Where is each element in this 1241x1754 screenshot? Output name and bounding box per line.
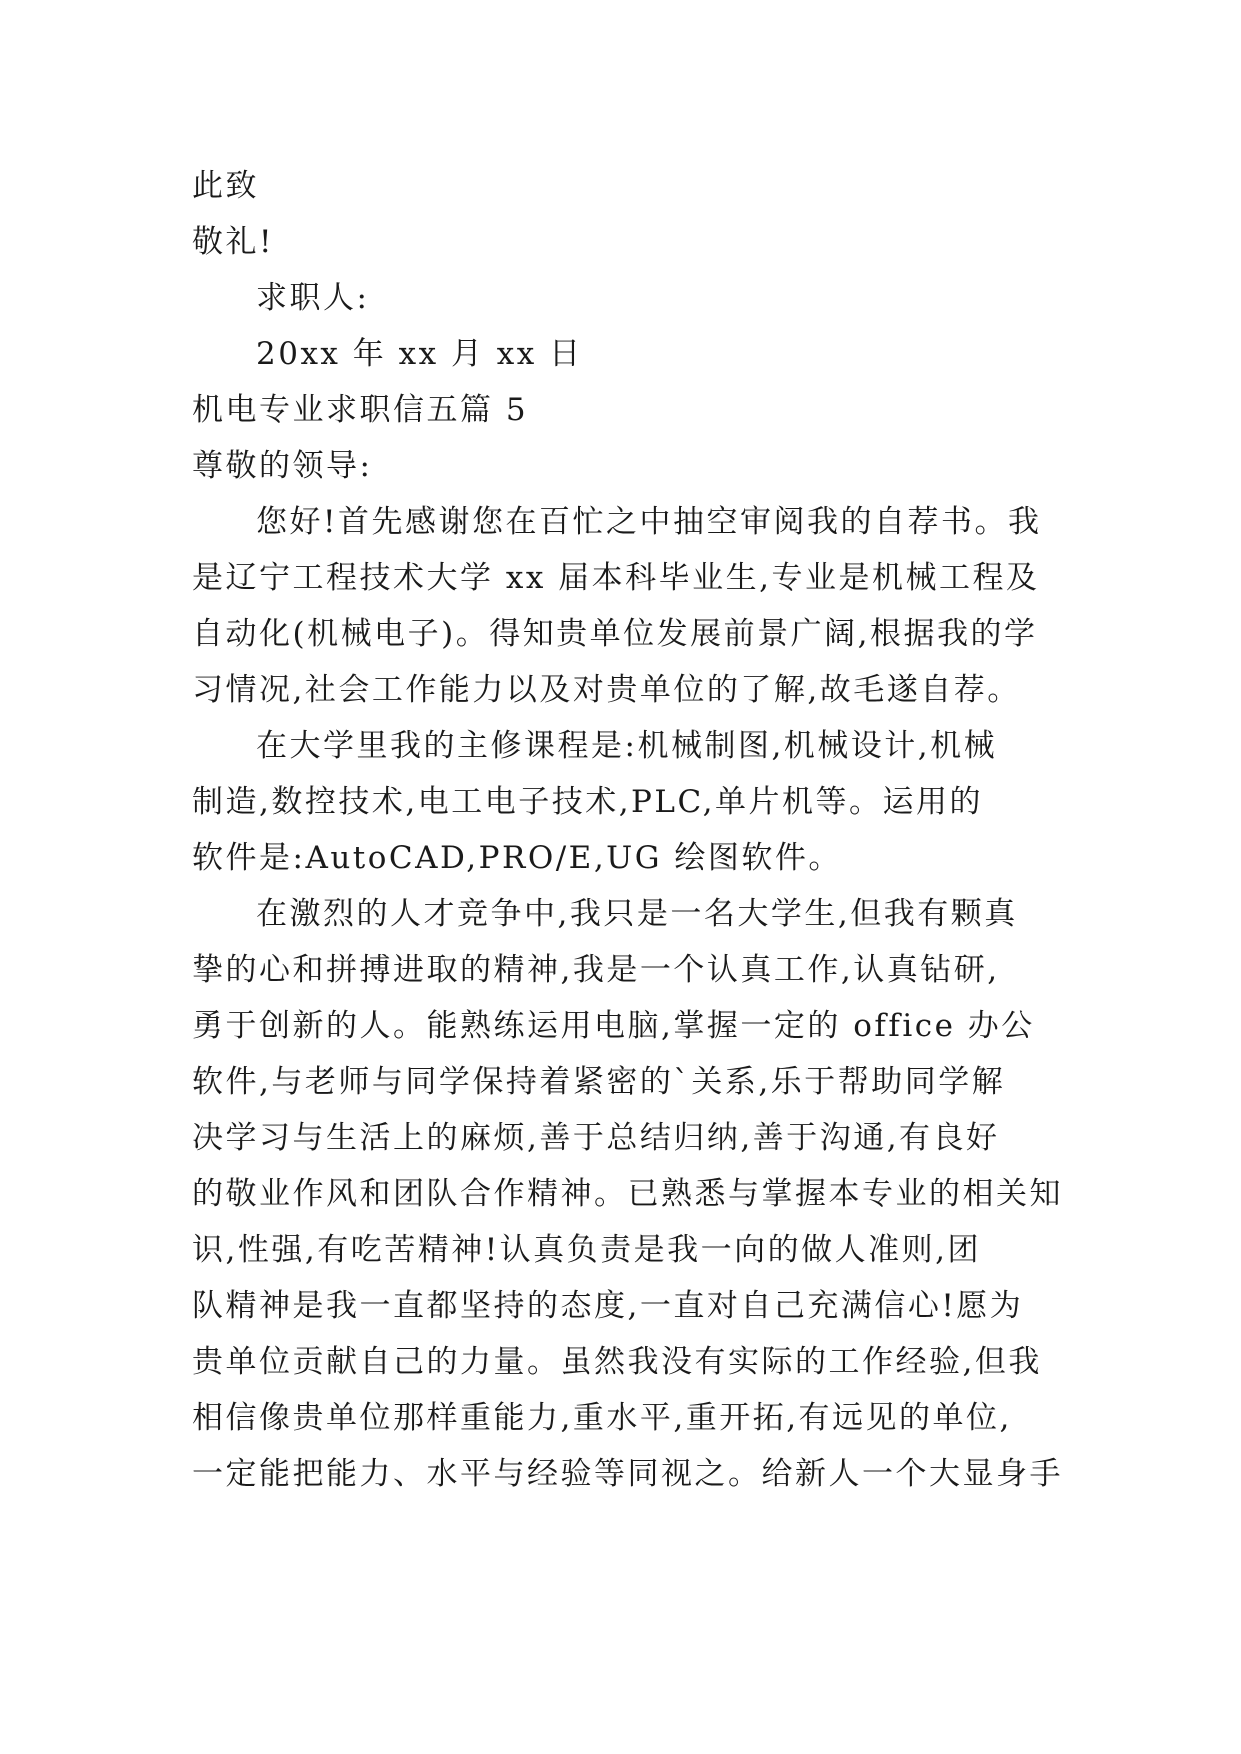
body-line: 在激烈的人才竞争中,我只是一名大学生,但我有颗真 [256, 896, 1018, 932]
body-line: 软件是:AutoCAD,PRO/E,UG 绘图软件。 [192, 840, 842, 876]
body-line: 勇于创新的人。能熟练运用电脑,掌握一定的 office 办公 [192, 1008, 1035, 1044]
salutation-ci-zhi: 此致 [192, 168, 259, 204]
applicant-label: 求职人: [256, 280, 370, 316]
body-line: 软件,与老师与同学保持着紧密的`关系,乐于帮助同学解 [192, 1064, 1006, 1100]
body-line: 相信像贵单位那样重能力,重水平,重开拓,有远见的单位, [192, 1400, 1012, 1436]
body-line: 队精神是我一直都坚持的态度,一直对自己充满信心!愿为 [192, 1288, 1024, 1324]
body-line: 是辽宁工程技术大学 xx 届本科毕业生,专业是机械工程及 [192, 560, 1040, 596]
body-line: 的敬业作风和团队合作精神。已熟悉与掌握本专业的相关知 [192, 1176, 1063, 1212]
body-line: 挚的心和拼搏进取的精神,我是一个认真工作,认真钻研, [192, 952, 1000, 988]
salutation-jing-li: 敬礼! [192, 224, 274, 260]
body-line: 识,性强,有吃苦精神!认真负责是我一向的做人准则,团 [192, 1232, 982, 1268]
body-line: 自动化(机械电子)。得知贵单位发展前景广阔,根据我的学 [192, 616, 1038, 652]
section-title: 机电专业求职信五篇 5 [192, 392, 529, 428]
body-line: 决学习与生活上的麻烦,善于总结归纳,善于沟通,有良好 [192, 1120, 1000, 1156]
greeting: 尊敬的领导: [192, 448, 373, 484]
body-line: 在大学里我的主修课程是:机械制图,机械设计,机械 [256, 728, 998, 764]
letter-date: 20xx 年 xx 月 xx 日 [256, 336, 583, 372]
body-line: 习情况,社会工作能力以及对贵单位的了解,故毛遂自荐。 [192, 672, 1021, 708]
body-line: 一定能把能力、水平与经验等同视之。给新人一个大显身手 [192, 1456, 1063, 1492]
body-line: 您好!首先感谢您在百忙之中抽空审阅我的自荐书。我 [256, 504, 1042, 540]
body-line: 贵单位贡献自己的力量。虽然我没有实际的工作经验,但我 [192, 1344, 1042, 1380]
body-line: 制造,数控技术,电工电子技术,PLC,单片机等。运用的 [192, 784, 983, 820]
